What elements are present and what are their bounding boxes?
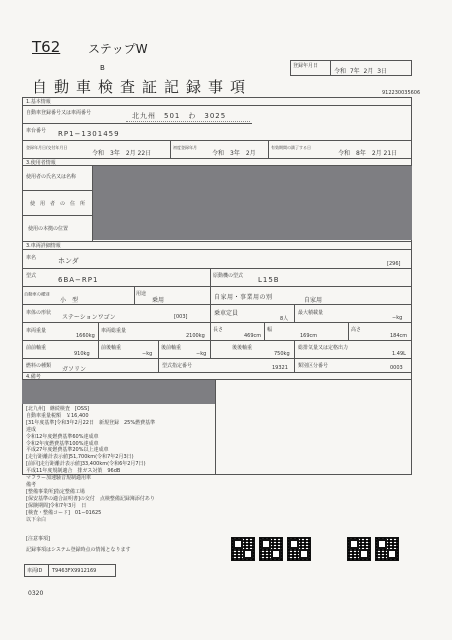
registration-date-value: 令和 7年 2月 3日 — [334, 68, 388, 75]
section-basic-header: 1.基本情報 — [26, 99, 51, 105]
displacement-value: 1.49L — [392, 351, 406, 357]
gross-value: 2100kg — [186, 333, 205, 339]
qr-code-4 — [347, 537, 371, 561]
vehicle-id-value: T9463FX9912169 — [52, 568, 97, 574]
use-value: 乗用 — [152, 297, 165, 304]
body-label: 車体の形状 — [26, 310, 52, 316]
make-code: [296] — [387, 261, 401, 267]
user-info-redaction — [92, 166, 412, 240]
qr-code-3 — [287, 537, 311, 561]
section-user-header: 3.使用者情報 — [26, 160, 56, 166]
first-reg-label-2: 初度登録年月 — [173, 145, 198, 151]
type-number-value: 19321 — [272, 365, 288, 371]
fr-axle-value: −kg — [142, 351, 153, 357]
ff-axle-label: 前前軸重 — [26, 345, 47, 351]
engine-value: L15B — [258, 276, 280, 284]
class-number-value: 0003 — [390, 365, 403, 371]
handwritten-letter: B — [100, 64, 105, 72]
capacity-value: 8人 — [280, 316, 289, 322]
height-value: 184cm — [390, 333, 408, 339]
plate-label: 自動車登録番号又は車両番号 — [26, 110, 92, 116]
use-label: 用途 — [136, 291, 147, 297]
remarks-text: [北九州] 継続検査 [OSS] 自動車重量税額 ￥16,400 [31年度基準]令和3年2月22日 新規登録 25%燃費基準 達成 令和12年度燃費基準60%達成車 令和2年度燃費基準100%達成車 平成27年度燃費基準20%以上達成車 [走行距離計表示値]51,700km(令和7年2月3日) [前回]走行距離計表示値]33,400km(令和6年2月7日) 平成11年度規制適合 排ガス対策 96dB マフラー加速騒音規制適用車 備考 [整備事業所]指定整備工場 [保安基準の適合証明書]の交付 点検整備記録簿添付あり [保険期間]令和7年3月 日 [検査・整備コード] 01−01625 以下余白 — [26, 406, 156, 523]
rr-axle-label: 後後軸重 — [232, 345, 253, 351]
notes-text: 記録事項はシステム登録時点の情報となります — [26, 547, 131, 553]
chassis-value: RP1−1301459 — [58, 130, 120, 138]
expiry-label: 有効期間の満了する日 — [271, 145, 312, 151]
weight-label: 車両重量 — [26, 328, 47, 334]
gross-label: 車両総重量 — [101, 328, 127, 334]
document-number: 912230035606 — [382, 90, 421, 96]
qr-code-5 — [375, 537, 399, 561]
width-label: 幅 — [267, 327, 273, 333]
capacity-label: 乗車定員 — [214, 310, 239, 317]
height-label: 高さ — [351, 327, 362, 333]
engine-label: 原動機の型式 — [213, 273, 244, 279]
model-value: 6BA−RP1 — [58, 276, 99, 284]
rf-axle-label: 後前軸重 — [161, 345, 182, 351]
kind-label: 自動車の種別 — [24, 291, 50, 297]
maxload-label: 最大積載量 — [298, 310, 324, 316]
footer-code: 0320 — [28, 590, 44, 597]
handwritten-vehicle-name: ステップW — [88, 42, 148, 56]
rr-axle-value: 750kg — [274, 351, 290, 357]
fuel-value: ガソリン — [62, 366, 87, 373]
registration-date-label: 登録年月日 — [293, 63, 319, 69]
document-title: 自動車検査証記録事項 — [32, 78, 253, 96]
first-reg-value-2: 令和 3年 2月 — [212, 150, 256, 157]
qr-code-2 — [259, 537, 283, 561]
handwritten-number: T62 — [32, 38, 61, 56]
body-value: ステーションワゴン — [62, 314, 116, 321]
first-reg-value: 令和 3年 2月 22日 — [92, 150, 152, 157]
displacement-label: 総排気量又は定格出力 — [298, 345, 349, 351]
user-address-label: 使 用 者 の 住 所 — [30, 201, 86, 207]
first-reg-label: 登録年月日/交付年月日 — [26, 145, 68, 151]
private-label: 自家用・事業用の別 — [214, 294, 273, 301]
chassis-label: 車台番号 — [26, 128, 47, 134]
rf-axle-value: −kg — [196, 351, 207, 357]
class-number-label: 類別区分番号 — [298, 363, 329, 369]
length-value: 469cm — [244, 333, 262, 339]
model-label: 型式 — [26, 273, 37, 279]
expiry-value: 令和 8年 2月 21日 — [338, 150, 398, 157]
kind-value: 小 型 — [60, 297, 79, 304]
width-value: 169cm — [300, 333, 318, 339]
fuel-label: 燃料の種類 — [26, 363, 52, 369]
remarks-redaction — [22, 380, 215, 404]
notes-label: [注意事項] — [26, 536, 50, 542]
section-remarks-header: 4.備考 — [26, 374, 41, 380]
private-value: 自家用 — [304, 297, 323, 304]
fr-axle-label: 前後軸重 — [101, 345, 122, 351]
vehicle-id-label: 車両ID — [27, 568, 43, 574]
maxload-value: −kg — [392, 315, 403, 321]
make-label: 車名 — [26, 255, 37, 261]
ff-axle-value: 910kg — [74, 351, 90, 357]
weight-value: 1660kg — [76, 333, 95, 339]
plate-value: 北九州 501 わ 3025 — [132, 112, 227, 120]
body-code: [003] — [174, 314, 188, 320]
section-vehicle-header: 3.車両詳細情報 — [26, 243, 61, 249]
user-name-label: 使用者の氏名又は名称 — [26, 174, 77, 180]
qr-code-1 — [231, 537, 255, 561]
make-value: ホンダ — [58, 257, 79, 265]
user-base-label: 使用の本拠の位置 — [28, 226, 69, 232]
length-label: 長さ — [213, 327, 224, 333]
type-number-label: 型式指定番号 — [162, 363, 193, 369]
